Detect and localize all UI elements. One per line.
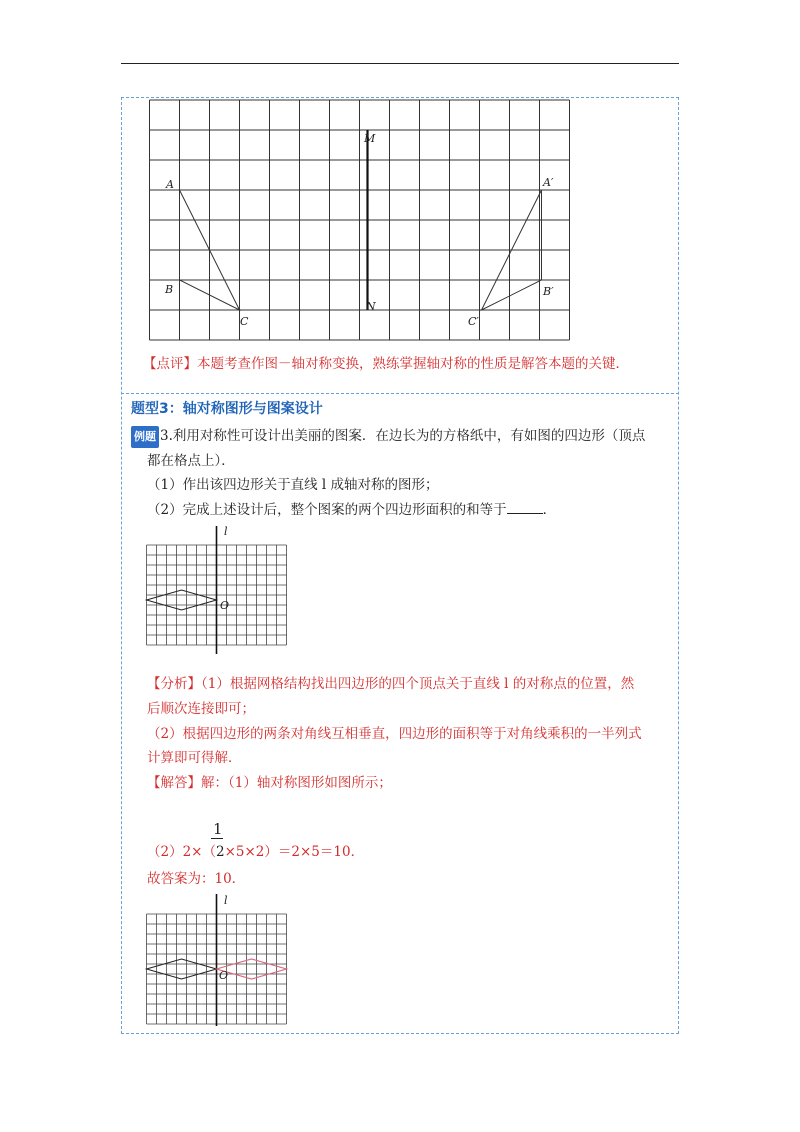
- calc-prefix: （2）2×（: [147, 844, 216, 860]
- question-2: [147, 500, 556, 520]
- section-divider: [121, 393, 679, 394]
- quadrilateral: [147, 959, 217, 979]
- question-2-text: （2）完成上述设计后，整个图案的两个四边形面积的和等于: [147, 502, 507, 518]
- fraction-numerator: 1: [213, 820, 223, 838]
- comment-text: 【点评】本题考查作图－轴对称变换，熟练掌握轴对称的性质是解答本题的关键．: [143, 356, 629, 372]
- example-line-1: [131, 426, 645, 448]
- example-text-1: 3.利用对称性可设计出美丽的图案．在边长为的方格纸中，有如图的四边形（顶点: [160, 428, 646, 444]
- label-c: C: [240, 315, 249, 328]
- example-badge: 例题: [131, 426, 159, 448]
- label-n: N: [366, 300, 376, 313]
- figure-1-grid: [148, 100, 578, 340]
- example-line-2: 都在格点上）．: [147, 453, 235, 469]
- label-b-prime: B′: [543, 285, 554, 298]
- label-l: l: [224, 525, 228, 538]
- analysis-line-2: 后顺次连接即可；: [147, 701, 255, 717]
- label-o: O: [219, 969, 229, 982]
- label-a: A: [166, 178, 174, 191]
- answer-blank: [507, 501, 543, 514]
- figure-3-grid: [146, 892, 296, 1026]
- figure-2-grid: [146, 524, 296, 654]
- quadrilateral: [147, 590, 217, 610]
- label-o: O: [220, 599, 230, 612]
- label-b: B: [165, 283, 174, 296]
- calc-suffix: ×5×2）＝2×5＝10．: [224, 844, 365, 860]
- answer-line-1: 【解答】解：（1）轴对称图形如图所示；: [147, 775, 392, 791]
- fraction-bar: [211, 838, 223, 839]
- label-a-prime: A′: [543, 176, 554, 189]
- analysis-line-4: 计算即可得解．: [147, 750, 242, 766]
- grid-lines: [150, 100, 570, 340]
- section-title: 题型3：轴对称图形与图案设计: [131, 401, 323, 417]
- fraction-denominator: 2: [216, 844, 225, 860]
- answer-calc: [147, 842, 364, 862]
- label-c-prime: C′: [468, 315, 479, 328]
- label-l: l: [224, 894, 228, 907]
- final-answer: 故答案为：10．: [147, 871, 246, 887]
- analysis-line-3: （2）根据四边形的两条对角线互相垂直，四边形的面积等于对角线乘积的一半列式: [147, 726, 642, 742]
- header-rule: [121, 63, 679, 64]
- label-m: M: [364, 132, 376, 145]
- analysis-line-1: 【分析】（1）根据网格结构找出四边形的四个顶点关于直线 l 的对称点的位置，然: [147, 676, 635, 692]
- question-2-end: ．: [542, 502, 557, 518]
- question-1: （1）作出该四边形关于直线 l 成轴对称的图形；: [147, 477, 439, 493]
